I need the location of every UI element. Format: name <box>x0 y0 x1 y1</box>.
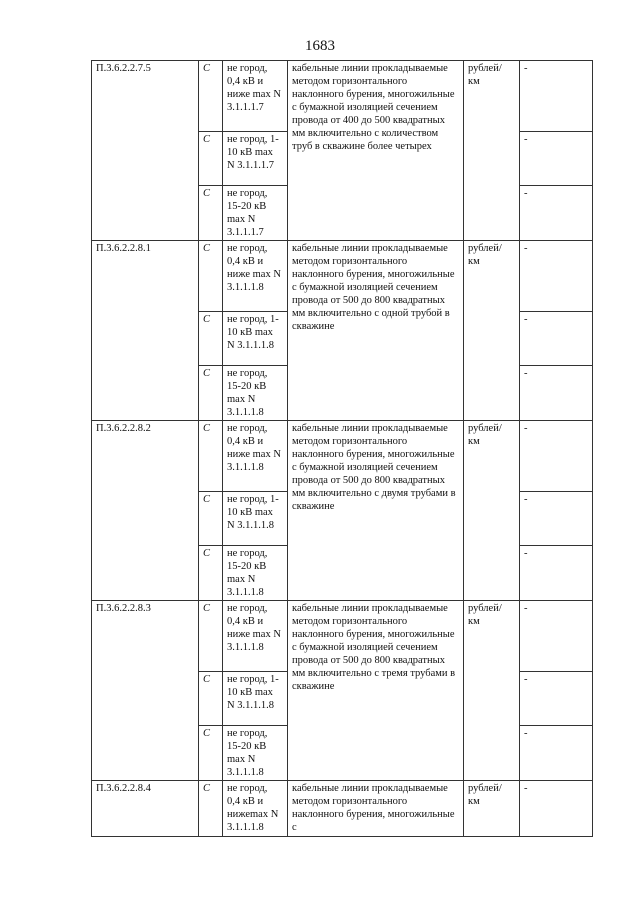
category-cell: С <box>199 366 223 421</box>
value-cell: - <box>520 132 593 186</box>
unit-cell: рублей/ км <box>464 781 520 837</box>
value-cell: - <box>520 601 593 672</box>
table-row <box>92 781 593 837</box>
table-row <box>92 601 593 672</box>
category-cell: С <box>199 132 223 186</box>
unit-cell: рублей/ км <box>464 241 520 421</box>
tariff-table <box>91 60 593 837</box>
description-cell: кабельные линии прокладываемые методом горизонтального наклонного бурения, многожильные с бумажной изоляцией сечением провода от 500 до 800 квадратных мм включительно с тремя трубами в скважине <box>288 601 464 781</box>
value-cell: - <box>520 241 593 312</box>
category-cell: С <box>199 61 223 132</box>
unit-cell: рублей/ км <box>464 61 520 241</box>
value-cell: - <box>520 186 593 241</box>
description-cell: кабельные линии прокладываемые методом горизонтального наклонного бурения, многожильные с <box>288 781 464 837</box>
value-cell: - <box>520 781 593 837</box>
condition-cell: не город, 15-20 кВ max N 3.1.1.1.7 <box>223 186 288 241</box>
table-row <box>92 421 593 492</box>
page-number: 1683 <box>305 38 335 54</box>
condition-cell: не город, 15-20 кВ max N 3.1.1.1.8 <box>223 366 288 421</box>
description-cell: кабельные линии прокладываемые методом горизонтального наклонного бурения, многожильные с бумажной изоляцией сечением провода от 400 до 500 квадратных мм включительно с количеством труб в скважине более четырех <box>288 61 464 241</box>
category-cell: С <box>199 672 223 726</box>
unit-cell: рублей/ км <box>464 421 520 601</box>
item-code-cell: П.3.6.2.2.7.5 <box>92 61 199 241</box>
category-cell: С <box>199 186 223 241</box>
value-cell: - <box>520 726 593 781</box>
condition-cell: не город, 0,4 кВ и ниже max N 3.1.1.1.8 <box>223 241 288 312</box>
value-cell: - <box>520 366 593 421</box>
table-row <box>92 241 593 312</box>
value-cell: - <box>520 672 593 726</box>
item-code-cell: П.3.6.2.2.8.3 <box>92 601 199 781</box>
table-row <box>92 61 593 132</box>
value-cell: - <box>520 312 593 366</box>
condition-cell: не город, 1-10 кВ max N 3.1.1.1.8 <box>223 492 288 546</box>
category-cell: С <box>199 241 223 312</box>
item-code-cell: П.3.6.2.2.8.1 <box>92 241 199 421</box>
unit-cell: рублей/ км <box>464 601 520 781</box>
condition-cell: не город, 0,4 кВ и ниже max N 3.1.1.1.8 <box>223 601 288 672</box>
category-cell: С <box>199 312 223 366</box>
description-cell: кабельные линии прокладываемые методом горизонтального наклонного бурения, многожильные с бумажной изоляцией сечением провода от 500 до 800 квадратных мм включительно с одной трубой в скважине <box>288 241 464 421</box>
condition-cell: не город, 1-10 кВ max N 3.1.1.1.8 <box>223 672 288 726</box>
category-cell: С <box>199 781 223 837</box>
condition-cell: не город, 0,4 кВ и ниже max N 3.1.1.1.7 <box>223 61 288 132</box>
item-code-cell: П.3.6.2.2.8.2 <box>92 421 199 601</box>
category-cell: С <box>199 726 223 781</box>
value-cell: - <box>520 61 593 132</box>
item-code-cell: П.3.6.2.2.8.4 <box>92 781 199 837</box>
category-cell: С <box>199 601 223 672</box>
condition-cell: не город, 15-20 кВ max N 3.1.1.1.8 <box>223 546 288 601</box>
value-cell: - <box>520 421 593 492</box>
category-cell: С <box>199 421 223 492</box>
condition-cell: не город, 0,4 кВ и ниже max N 3.1.1.1.8 <box>223 421 288 492</box>
condition-cell: не город, 0,4 кВ и нижеmax N 3.1.1.1.8 <box>223 781 288 837</box>
description-cell: кабельные линии прокладываемые методом горизонтального наклонного бурения, многожильные с бумажной изоляцией сечением провода от 500 до 800 квадратных мм включительно с двумя трубами в скважине <box>288 421 464 601</box>
category-cell: С <box>199 492 223 546</box>
value-cell: - <box>520 546 593 601</box>
category-cell: С <box>199 546 223 601</box>
condition-cell: не город, 1-10 кВ max N 3.1.1.1.7 <box>223 132 288 186</box>
condition-cell: не город, 15-20 кВ max N 3.1.1.1.8 <box>223 726 288 781</box>
condition-cell: не город, 1-10 кВ max N 3.1.1.1.8 <box>223 312 288 366</box>
value-cell: - <box>520 492 593 546</box>
